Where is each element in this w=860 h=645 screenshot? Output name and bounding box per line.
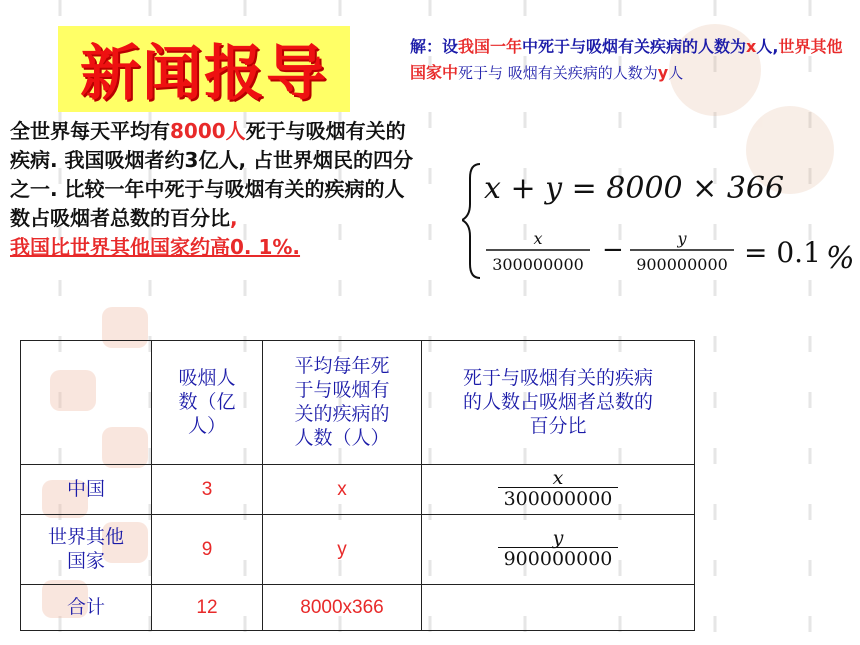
table-row (21, 515, 695, 585)
news-paragraph (10, 117, 422, 262)
fraction-numerator-1: x (533, 229, 543, 248)
news-conclusion: 我国比世界其他国家约高0. 1%. (10, 235, 301, 259)
variable-y: y (657, 63, 669, 82)
page-title: 新闻报导 (80, 39, 328, 109)
row-label-line: 世界其他 (47, 526, 124, 548)
cell-percentage (422, 515, 695, 585)
cell-smokers: 12 (152, 585, 263, 631)
news-text: 全世界每天平均有 (10, 119, 170, 143)
header-smokers (152, 341, 263, 465)
row-label-line: 国家 (66, 550, 105, 572)
row-label-world (21, 515, 152, 585)
fraction-denominator-1: 300000000 (492, 255, 584, 274)
header-line: 的人数占吸烟者总数的 (462, 391, 653, 413)
news-highlight: 8000人 (170, 119, 246, 143)
fraction (498, 529, 619, 570)
fraction-denominator-2: 900000000 (636, 255, 728, 274)
solution-text (410, 34, 856, 86)
solution-part: 人, (756, 37, 779, 56)
row-label-total: 合计 (21, 585, 152, 631)
percent-sign: % (826, 241, 855, 276)
header-line: 数（亿 (178, 391, 236, 413)
statistics-table (20, 340, 695, 631)
header-line: 人数（人） (294, 427, 390, 449)
solution-part: 死于与 吸烟有关疾病的人数为 (458, 64, 658, 82)
cell-deaths: x (263, 465, 422, 515)
solution-part: 中死于与吸烟有关疾病的人数为 (522, 37, 747, 56)
header-line: 于与吸烟有 (294, 379, 390, 401)
header-line: 人） (187, 415, 226, 437)
fraction-denominator: 900000000 (498, 547, 619, 570)
fraction-numerator: y (552, 527, 564, 549)
header-line: 关的疾病的 (294, 403, 390, 425)
equation-line-1: x + y = 8000 × 366 (484, 171, 785, 206)
cell-percentage (422, 585, 695, 631)
header-line: 吸烟人 (178, 367, 236, 389)
news-text: , (230, 206, 238, 230)
cell-smokers: 9 (152, 515, 263, 585)
cell-deaths: y (263, 515, 422, 585)
solution-highlight: 世界其他国家中 (410, 37, 843, 82)
cell-smokers: 3 (152, 465, 263, 515)
solution-part: 人 (668, 64, 684, 82)
header-line: 百分比 (529, 415, 587, 437)
header-deaths (263, 341, 422, 465)
table-header-empty (21, 341, 152, 465)
header-line: 死于与吸烟有关的疾病 (462, 367, 653, 389)
fraction-numerator-2: y (677, 229, 687, 248)
page-title-box (58, 26, 350, 112)
header-line: 平均每年死 (294, 355, 390, 377)
brace-icon (462, 164, 480, 278)
equation-system (462, 158, 860, 286)
fraction (498, 469, 619, 510)
cell-deaths: 8000x366 (263, 585, 422, 631)
fraction-denominator: 300000000 (498, 487, 619, 510)
table-header-row (21, 341, 695, 465)
equation-rhs: = 0.1 (744, 236, 821, 269)
variable-x: x (746, 37, 757, 56)
fraction-numerator: x (552, 467, 564, 489)
cell-percentage (422, 465, 695, 515)
table-row (21, 465, 695, 515)
row-label-china: 中国 (21, 465, 152, 515)
news-text: 死于与吸烟有关的疾病. 我国吸烟者约3亿人, 占世界烟民的四分之一. 比较一年中死于与吸烟有关的疾病的人数占吸烟者总数的百分比 (10, 119, 414, 230)
table-row (21, 585, 695, 631)
minus-sign: − (602, 235, 624, 265)
solution-part: 解：设 (410, 37, 459, 56)
solution-highlight: 我国一年 (458, 37, 523, 56)
header-percentage (422, 341, 695, 465)
